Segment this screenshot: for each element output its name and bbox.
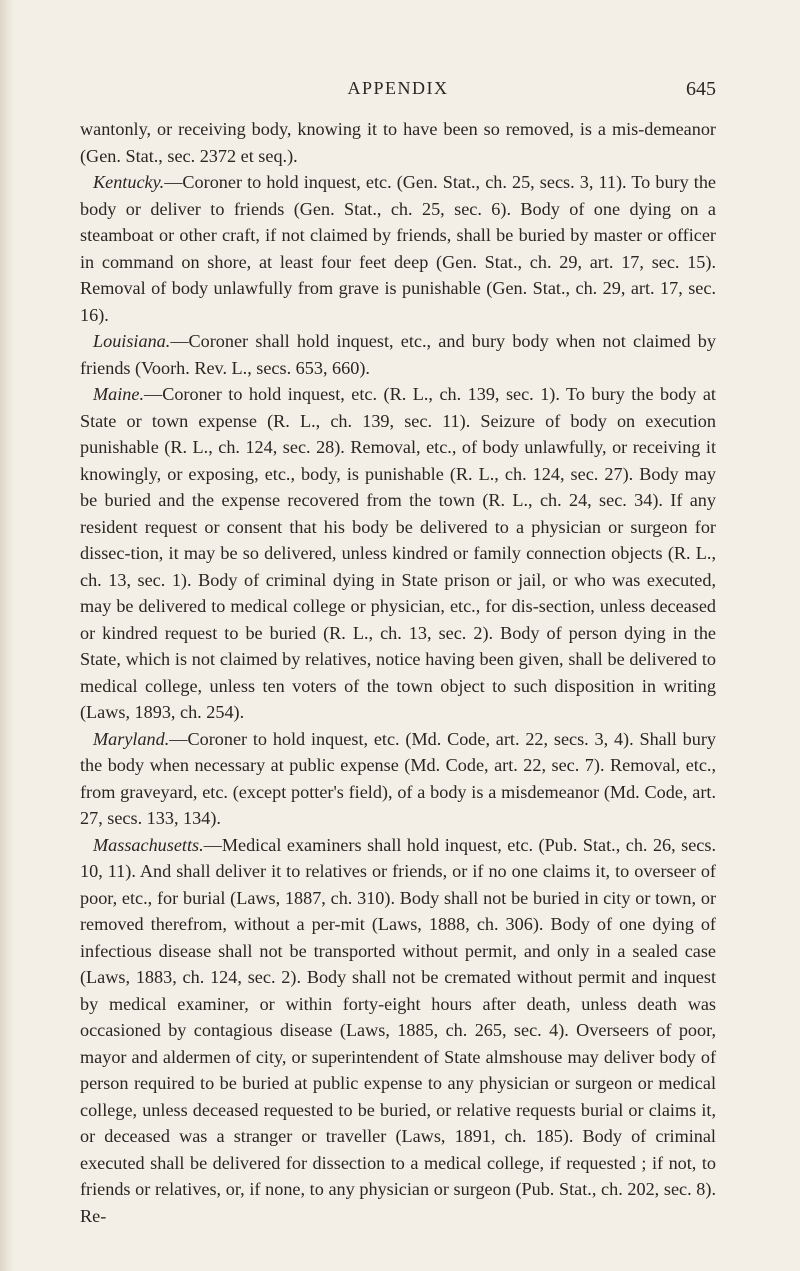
paragraph-text: —Medical examiners shall hold inquest, etc. (Pub. Stat., ch. 26, secs. 10, 11). And shall deliver it to relatives or friends, or if no one claims it, to overseer of poor, etc., for burial (Laws, 1887, ch. 310). Body shall not be buried in city or town, or removed therefrom, without a per-mit (Laws, 1888, ch. 306). Body of one dying of infectious disease shall not be transported without permit, and only in a sealed case (Laws, 1883, ch. 124, sec. 2). Body shall not be cremated without permit and inquest by medical examiner, or within forty-eight hours after death, unless death was occasioned by contagious disease (Laws, 1885, ch. 265, sec. 4). Overseers of poor, mayor and aldermen of city, or superintendent of State almshouse may deliver body of person required to be buried at public expense to any physician or surgeon or medical college, unless deceased requested to be buried, or relative requests burial or claims it, or deceased was a stranger or traveller (Laws, 1891, ch. 185). Body of criminal executed shall be delivered for dissection to a medical college, if requested ; if not, to friends or relatives, or, if none, to any physician or surgeon (Pub. Stat., ch. 202, sec. 8). Re- <box>80 834 716 1226</box>
state-heading: Kentucky. <box>93 172 165 192</box>
state-heading: Massachusetts. <box>93 834 204 855</box>
state-heading: Louisiana. <box>93 331 171 351</box>
paragraph-maine <box>80 381 716 726</box>
paragraph-text: —Coroner to hold inquest, etc. (Md. Code, art. 22, secs. 3, 4). Shall bury the body when necessary at public expense (Md. Code, art. 22, sec. 7). Removal, etc., from graveyard, etc. (except potter's field), of a body is a misdemeanor (Md. Code, art. 27, secs. 133, 134). <box>80 728 716 828</box>
header-title: APPENDIX <box>347 78 449 98</box>
paragraph-continuation <box>80 116 716 169</box>
paragraph-text: —Coroner shall hold inquest, etc., and bury body when not claimed by friends (Voorh. Rev. L., secs. 653, 660). <box>80 331 716 378</box>
text-body <box>80 116 716 1229</box>
paragraph-text: —Coroner to hold inquest, etc. (R. L., ch. 139, sec. 1). To bury the body at State or town expense (R. L., ch. 139, sec. 11). Seizure of body on execution punishable (R. L., ch. 124, sec. 28). Removal, etc., of body unlawfully, or receiving it knowingly, or exposing, etc., body, is punishable (R. L., ch. 124, sec. 27). Body may be buried and the expense recovered from the town (R. L., ch. 24, sec. 34). If any resident request or consent that his body be delivered to a physician or surgeon for dissec-tion, it may be so delivered, unless kindred or family connection objects (R. L., ch. 13, sec. 1). Body of criminal dying in State prison or jail, or who was executed, may be delivered to medical college or physician, etc., for dis-section, unless deceased or kindred request to be buried (R. L., ch. 13, sec. 2). Body of person dying in the State, which is not claimed by relatives, notice having been given, shall be delivered to medical college, unless ten voters of the town object to such disposition in writing (Laws, 1893, ch. 254). <box>80 384 716 722</box>
paragraph-louisiana <box>80 328 716 381</box>
paragraph-text: —Coroner to hold inquest, etc. (Gen. Stat., ch. 25, secs. 3, 11). To bury the body or deliver to friends (Gen. Stat., ch. 25, sec. 6). Body of one dying on a steamboat or other craft, if not claimed by friends, shall be buried by master or officer in command on shore, at least four feet deep (Gen. Stat., ch. 29, art. 17, sec. 15). Removal of body unlawfully from grave is punishable (Gen. Stat., ch. 29, art. 17, sec. 16). <box>80 172 716 325</box>
paragraph-text: wantonly, or receiving body, knowing it to have been so removed, is a mis-demeanor (Gen. Stat., sec. 2372 et seq.). <box>80 119 716 166</box>
paragraph-kentucky <box>80 169 716 328</box>
page-gutter-shadow <box>0 0 14 1271</box>
state-heading: Maryland. <box>93 728 170 749</box>
paragraph-massachusetts <box>80 832 716 1230</box>
state-heading: Maine. <box>93 384 145 404</box>
running-head <box>80 78 716 106</box>
page-number: 645 <box>686 78 716 100</box>
paragraph-maryland <box>80 726 716 832</box>
